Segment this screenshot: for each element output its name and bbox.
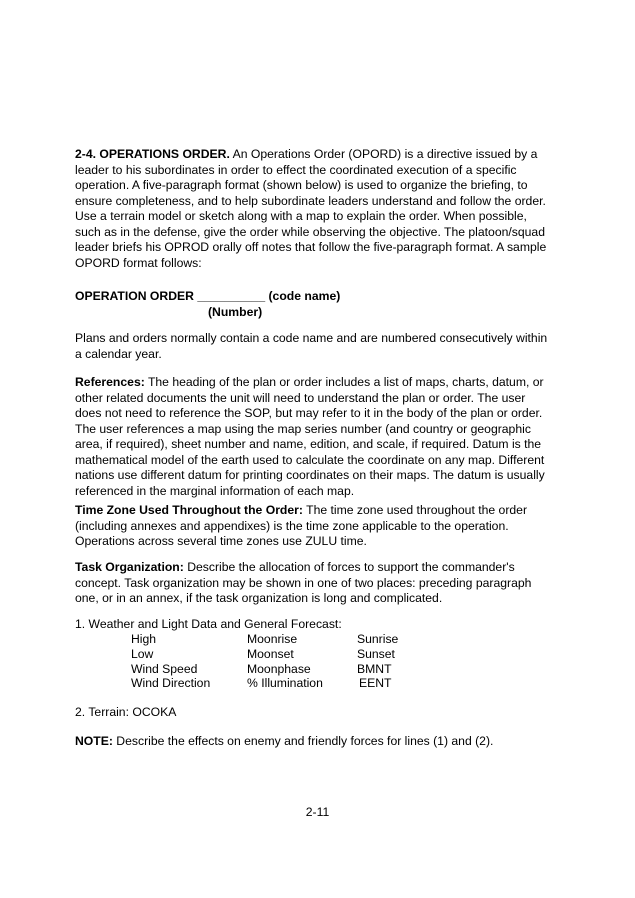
weather-cell: EENT: [359, 676, 392, 690]
order-number-label: (Number): [208, 304, 263, 319]
terrain-line: 2. Terrain: OCOKA: [75, 705, 177, 719]
page-number: 2-11: [305, 805, 330, 819]
weather-heading: 1. Weather and Light Data and General Forecast:: [75, 617, 342, 631]
weather-cell: High: [131, 632, 157, 646]
section-heading: 2-4. OPERATIONS ORDER.: [75, 147, 230, 161]
weather-cell: Wind Direction: [131, 676, 211, 690]
time-zone-label: Time Zone Used Throughout the Order:: [75, 503, 303, 517]
task-organization-label: Task Organization:: [75, 560, 184, 574]
weather-cell: Sunrise: [357, 632, 399, 646]
task-organization-paragraph: Task Organization: Describe the allocation of forces to support the commander's concept. Task organization may be shown in one of two places: preceding paragraph one, or in an annex, if the task organization is long and complicated.: [75, 560, 532, 605]
note-paragraph: NOTE: Describe the effects on enemy and friendly forces for lines (1) and (2).: [75, 734, 494, 748]
plans-paragraph: Plans and orders normally contain a code name and are numbered consecutively within a calendar year.: [75, 331, 548, 361]
time-zone-paragraph: Time Zone Used Throughout the Order: The time zone used throughout the order (including annexes and appendixes) is the time zone applicable to the operation. Operations across several time zones use ZULU time.: [75, 503, 528, 548]
weather-cell: Moonphase: [247, 662, 311, 676]
weather-cell: Wind Speed: [131, 662, 198, 676]
weather-cell: Moonrise: [247, 632, 298, 646]
weather-cell: BMNT: [357, 662, 392, 676]
references-label: References:: [75, 375, 145, 389]
weather-cell: Sunset: [357, 647, 395, 661]
weather-cell: Moonset: [247, 647, 294, 661]
operations-order-paragraph: 2-4. OPERATIONS ORDER. An Operations Order (OPORD) is a directive issued by a leader to his subordinates in order to effect the coordinated execution of a specific operation. A five-paragraph format (shown below) is used to organize the briefing, to ensure completeness, and to help subordinate leaders understand and follow the order. Use a terrain model or sketch along with a map to explain the order. When possible, such as in the defense, give the order while observing the objective. The platoon/squad leader briefs his OPROD orally off notes that follow the five-paragraph format. A sample OPORD format follows:: [75, 147, 547, 270]
weather-cell: Low: [131, 647, 154, 661]
references-paragraph: References: The heading of the plan or order includes a list of maps, charts, datum, or other related documents the unit will need to understand the plan or order. The user does not need to reference the SOP, but may refer to it in the body of the plan or order. The user references a map using the map series number (and country or geographic area, if required), sheet number and name, edition, and scale, if required. Datum is the mathematical model of the earth used to calculate the coordinate on any map. Different nations use different datum for printing coordinates on their maps. The datum is usually referenced in the marginal information of each map.: [75, 375, 545, 498]
note-label: NOTE:: [75, 734, 113, 748]
operation-order-title: OPERATION ORDER __________ (code name) (Number): [75, 289, 565, 320]
weather-cell: % Illumination: [247, 676, 323, 690]
